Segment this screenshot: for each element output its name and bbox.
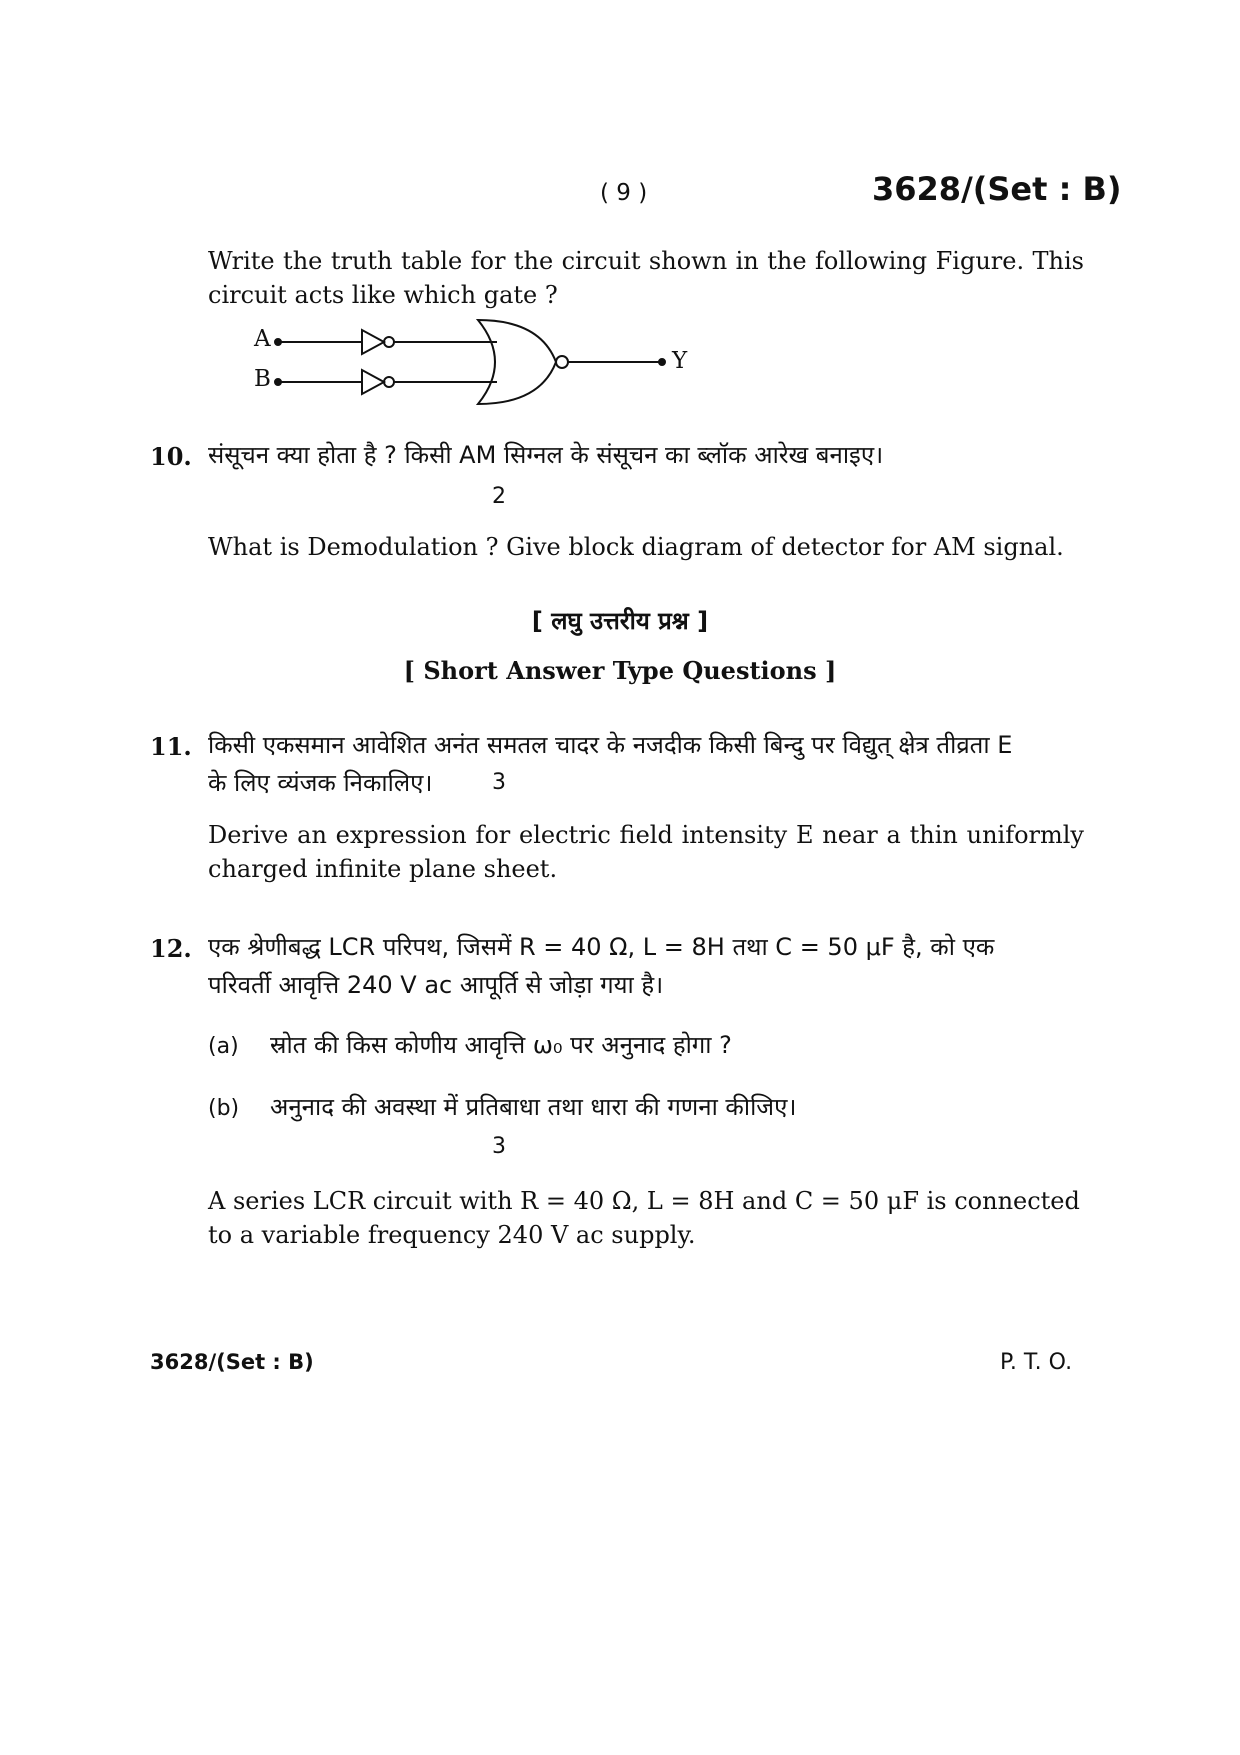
q9-english: Write the truth table for the circuit shown in the following Figure. This circuit acts like which gate ? (208, 247, 1084, 309)
q11-marks: 3 (492, 770, 506, 795)
logic-circuit-figure (250, 318, 710, 418)
q12-sub-b-label: (b) (208, 1096, 240, 1121)
q11-english: Derive an expression for electric field intensity E near a thin uniformly charged infinite plane sheet. (208, 821, 1084, 883)
q11-hindi-line1: किसी एकसमान आवेशित अनंत समतल चादर के नजदीक किसी बिन्दु पर विद्युत् क्षेत्र तीव्रता E (208, 731, 1013, 759)
paper-code-header: 3628/(Set : B) (872, 170, 1122, 208)
q10-english: What is Demodulation ? Give block diagram of detector for AM signal. (208, 533, 1064, 561)
q12-sub-a-label: (a) (208, 1034, 239, 1059)
output-y-label: Y (672, 348, 688, 374)
input-a-label: A (254, 326, 271, 352)
not-gate-b (362, 370, 384, 394)
q12-english: A series LCR circuit with R = 40 Ω, L = 8H and C = 50 μF is connected to a variable frequency 240 V ac supply. (208, 1187, 1080, 1249)
q12-marks: 3 (492, 1134, 506, 1159)
q10-hindi: संसूचन क्या होता है ? किसी AM सिग्नल के संसूचन का ब्लॉक आरेख बनाइए। (208, 441, 884, 469)
pto-label: P. T. O. (1000, 1350, 1073, 1375)
q12-sub-a: स्रोत की किस कोणीय आवृत्ति ω₀ पर अनुनाद होगा ? (270, 1031, 732, 1059)
q12-hindi-line2: परिवर्ती आवृत्ति 240 V ac आपूर्ति से जोड़ा गया है। (208, 971, 664, 999)
input-b-label: B (254, 366, 271, 392)
q12-sub-b: अनुनाद की अवस्था में प्रतिबाधा तथा धारा की गणना कीजिए। (270, 1093, 797, 1121)
q10-marks: 2 (492, 484, 506, 509)
nor-gate (478, 320, 556, 404)
q10-number: 10. (150, 442, 192, 471)
page-number: ( 9 ) (600, 180, 648, 206)
q11-hindi-line2: के लिए व्यंजक निकालिए। (208, 769, 433, 797)
paper-code-footer: 3628/(Set : B) (150, 1350, 314, 1374)
q12-hindi-line1: एक श्रेणीबद्ध LCR परिपथ, जिसमें R = 40 Ω, L = 8H तथा C = 50 μF है, को एक (208, 933, 995, 961)
not-gate-a (362, 330, 384, 354)
section-title-english: [ Short Answer Type Questions ] (403, 656, 837, 685)
q11-number: 11. (150, 732, 192, 761)
section-title-hindi: [ लघु उत्तरीय प्रश्न ] (531, 607, 709, 635)
q12-number: 12. (150, 934, 192, 963)
